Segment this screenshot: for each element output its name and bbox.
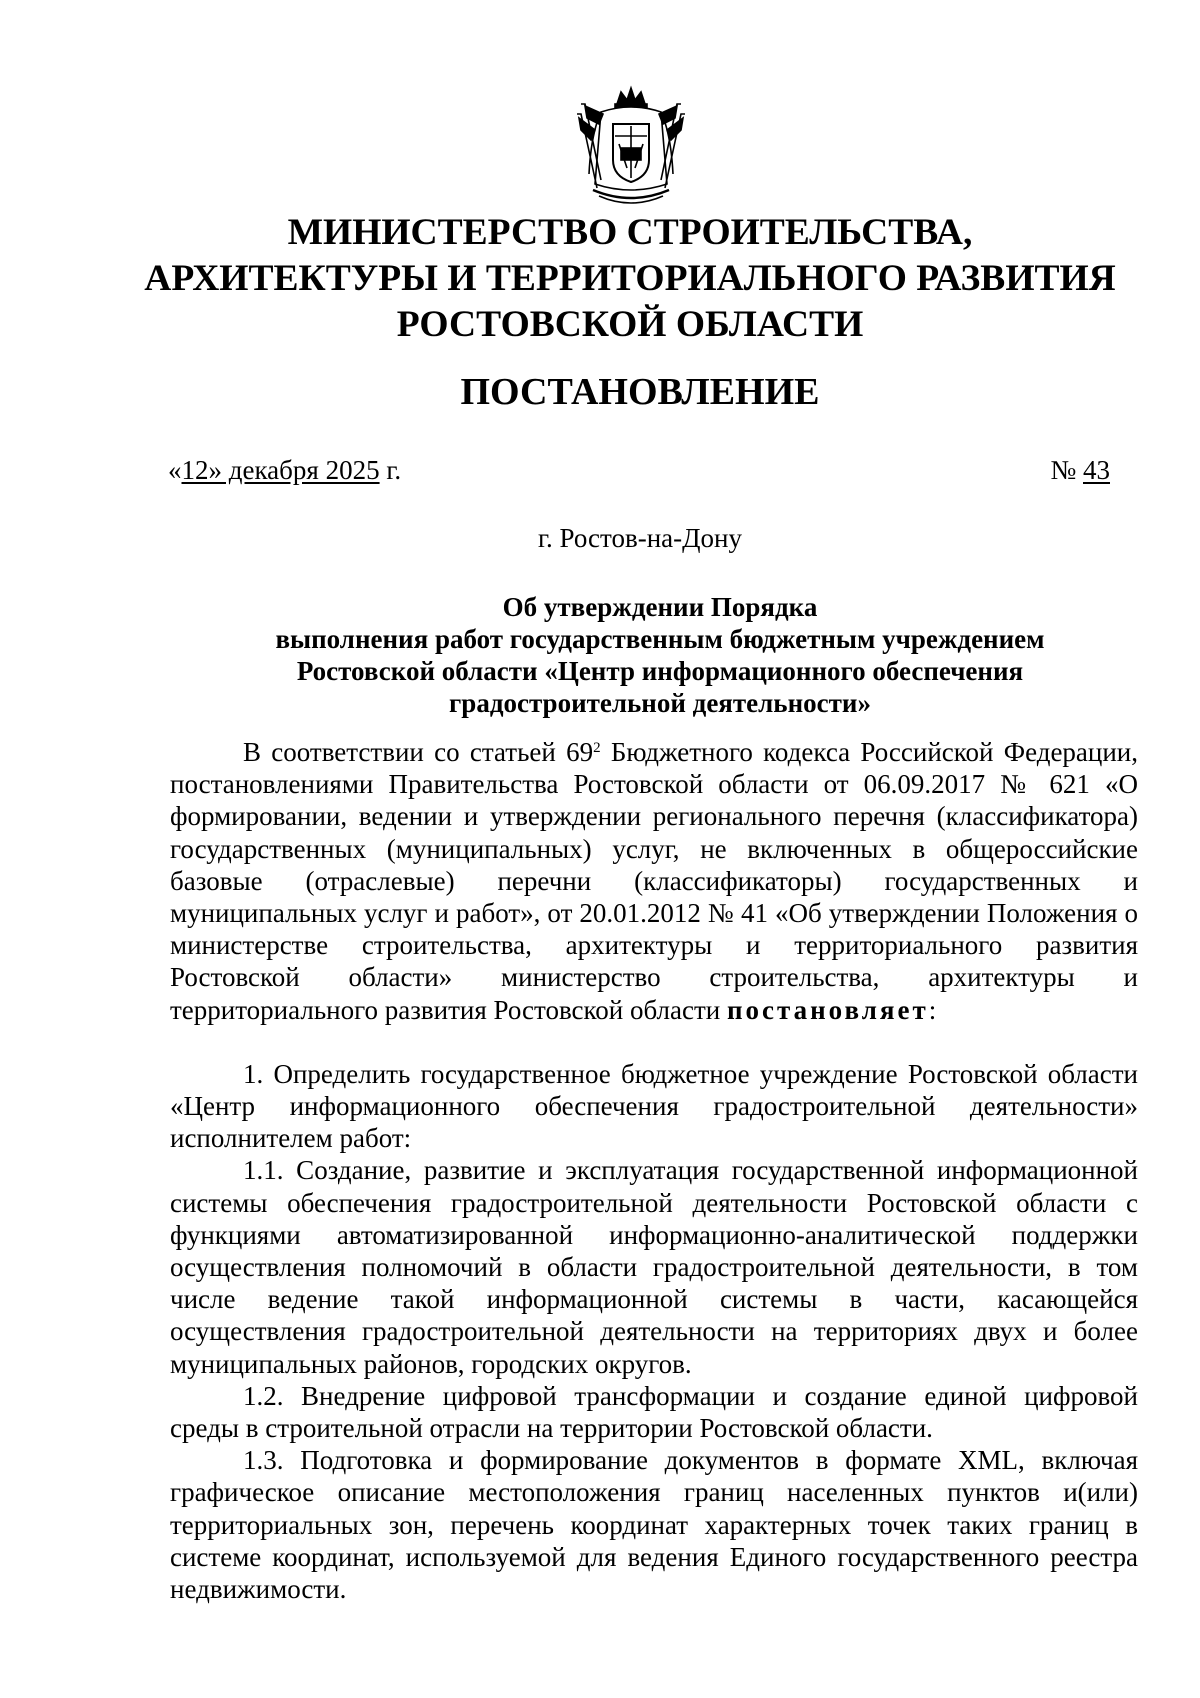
subject-line: выполнения работ государственным бюджетным учреждением xyxy=(275,624,1045,654)
article-superscript: 2 xyxy=(593,740,601,756)
date-month-year: » декабря 2025 xyxy=(208,455,380,485)
ministry-line: МИНИСТЕРСТВО СТРОИТЕЛЬСТВА, xyxy=(287,212,973,253)
ministry-name xyxy=(120,210,1140,348)
number-prefix: № xyxy=(1050,455,1083,485)
number-value: 43 xyxy=(1083,455,1110,485)
preamble-text-2: Бюджетного кодекса Российской Федерации, постановлениями Правительства Ростовской области от 06.09.2017 № 621 «О формировании, ведении и утверждении регионального перечня (классификатора) государственных (муниципальных) услуг, не включенных в общероссийские базовые (отраслевые) перечни (классификаторы) государственных и муниципальных услуг и работ», от 20.01.2012 № 41 «Об утверждении Положения о министерстве строительства, архитектуры и территориального развития Ростовской области» министерство строительства, архитектуры и территориального развития Ростовской области xyxy=(170,737,1139,1025)
subject-line: Ростовской области «Центр информационного обеспечения xyxy=(296,656,1024,686)
item-paragraph: 1.3. Подготовка и формирование документов в формате XML, включая графическое описание местоположения границ населенных пунктов и(или) территориальных зон, перечень координат характерных точек таких границ в системе координат, используемой для ведения Единого государственного реестра недвижимости. xyxy=(170,1445,1138,1605)
subject-line: Об утверждении Порядка xyxy=(502,592,818,622)
preamble-end: : xyxy=(928,994,937,1025)
subject-line: градостроительной деятельности» xyxy=(449,688,871,718)
document-subject xyxy=(160,591,1160,719)
document-number xyxy=(1050,453,1110,487)
document-date xyxy=(168,453,401,487)
coat-of-arms-icon xyxy=(571,84,691,210)
preamble-text-1: В соответствии со статьей 69 xyxy=(243,737,594,767)
resolves-keyword: постановляет xyxy=(726,994,929,1025)
date-suffix: г. xyxy=(379,455,402,485)
ministry-line: АРХИТЕКТУРЫ И ТЕРРИТОРИАЛЬНОГО РАЗВИТИЯ xyxy=(144,258,1116,299)
date-open-quote: « xyxy=(168,455,182,485)
city: г. Ростов-на-Дону xyxy=(537,523,742,553)
document-type: ПОСТАНОВЛЕНИЕ xyxy=(460,371,820,413)
preamble-paragraph xyxy=(170,736,1138,1026)
item-paragraph: 1. Определить государственное бюджетное учреждение Ростовской области «Центр информационного обеспечения градостроительной деятельности» исполнителем работ: xyxy=(170,1058,1138,1154)
document-body xyxy=(170,736,1138,1605)
ministry-line: РОСТОВСКОЙ ОБЛАСТИ xyxy=(396,304,864,345)
item-paragraph: 1.2. Внедрение цифровой трансформации и создание единой цифровой среды в строительной отрасли на территории Ростовской области. xyxy=(170,1380,1138,1444)
date-day: 12 xyxy=(181,455,209,485)
item-paragraph: 1.1. Создание, развитие и эксплуатация государственной информационной системы обеспечения градостроительной деятельности Ростовской области с функциями автоматизированной информационно-аналитической поддержки осуществления полномочий в области градостроительной деятельности, в том числе ведение такой информационной системы в части, касающейся осуществления градостроительной деятельности на территориях двух и более муниципальных районов, городских округов. xyxy=(170,1155,1138,1379)
